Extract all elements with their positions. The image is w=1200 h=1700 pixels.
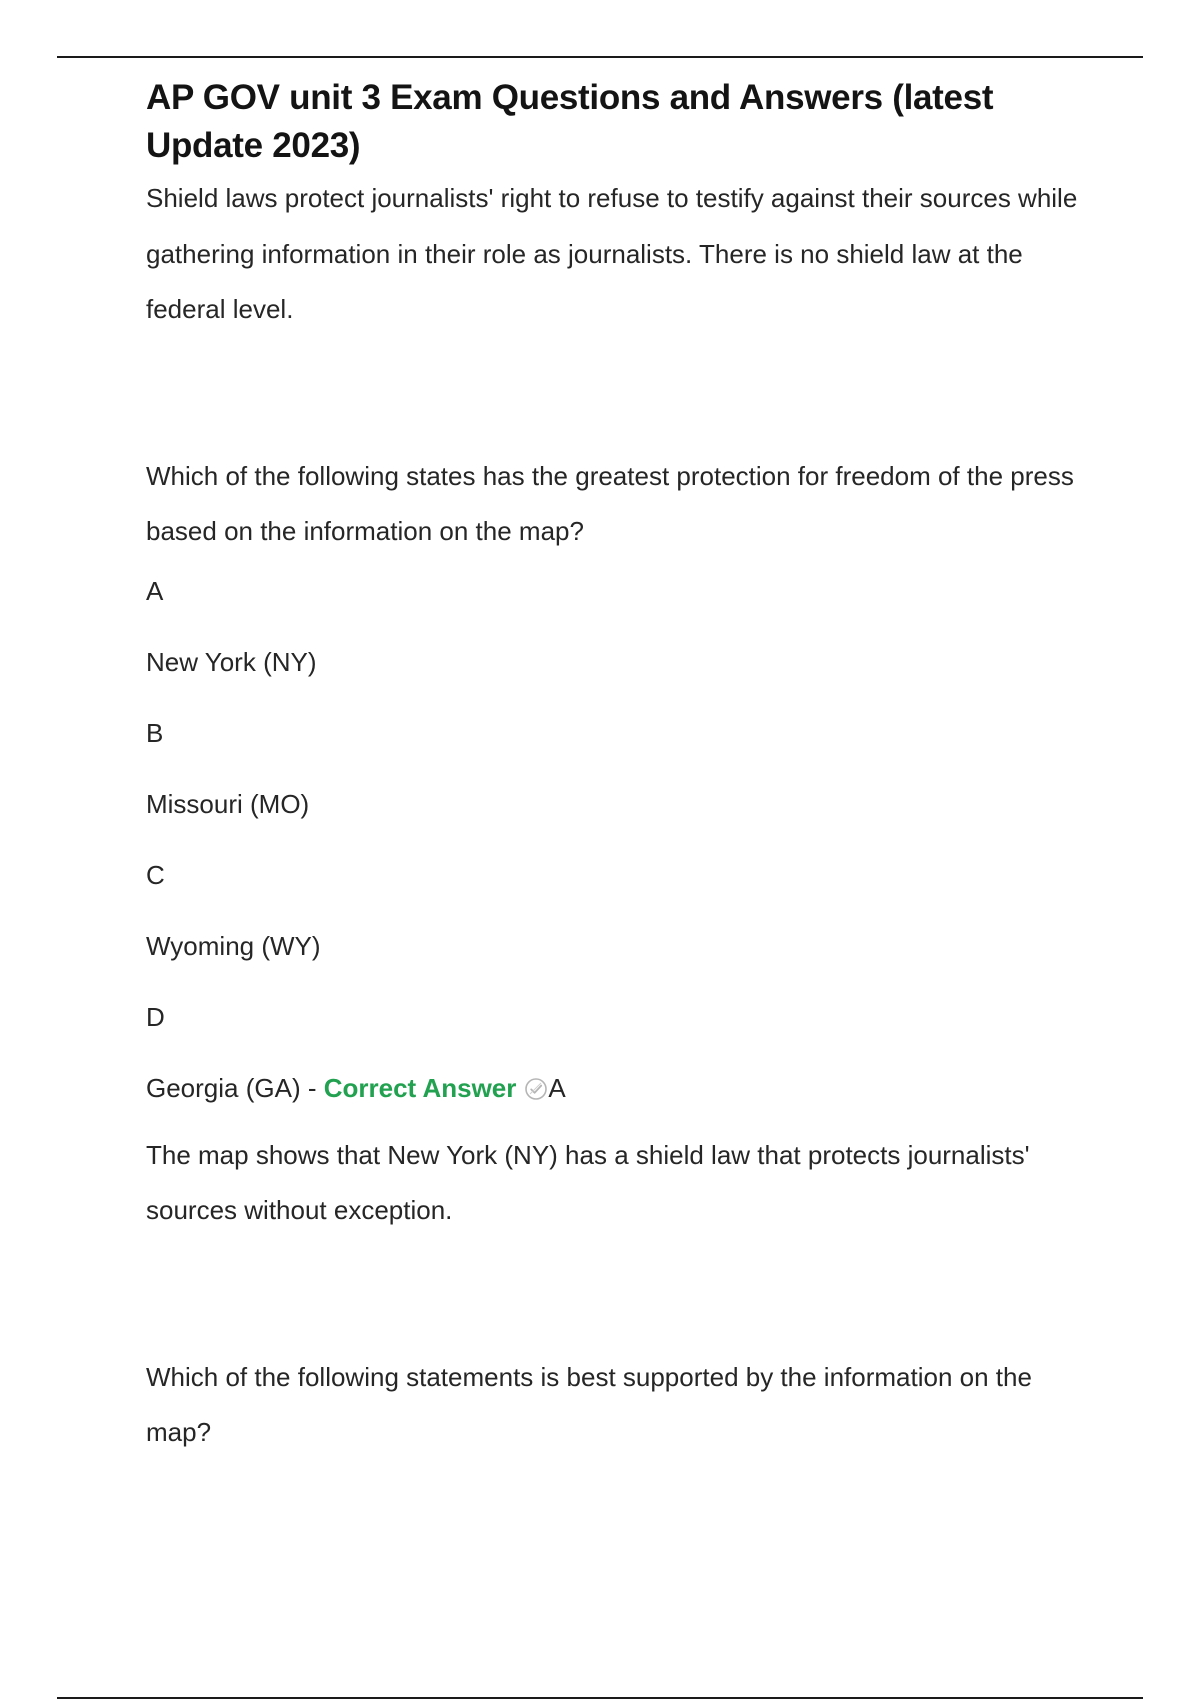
option-d-answer-line [146, 1072, 1096, 1104]
option-b-text: Missouri (MO) [146, 788, 310, 819]
top-rule [57, 56, 1143, 58]
option-a-letter: A [146, 575, 164, 606]
question-2-text: Which of the following statements is best supported by the information on the map? [146, 1361, 1032, 1447]
page-content [146, 74, 1096, 1461]
option-c-text: Wyoming (WY) [146, 930, 321, 961]
option-d-text: Georgia (GA) [146, 1072, 301, 1103]
page-title: AP GOV unit 3 Exam Questions and Answers (latest Update 2023) [146, 78, 994, 165]
option-a-text: New York (NY) [146, 646, 317, 677]
intro-paragraph: Shield laws protect journalists' right to refuse to testify against their sources while gathering information in their role as journalists. There is no shield law at the federal level. [146, 183, 1078, 324]
check-circle-icon [524, 1077, 548, 1101]
bottom-rule [57, 1697, 1143, 1699]
answer-separator: - [300, 1072, 324, 1103]
answer-explanation: The map shows that New York (NY) has a shield law that protects journalists' sources without exception. [146, 1139, 1030, 1225]
option-c-letter: C [146, 859, 165, 890]
correct-answer-label: Correct Answer [323, 1072, 517, 1103]
option-b-letter: B [146, 717, 164, 748]
question-1-text: Which of the following states has the greatest protection for freedom of the press based on the information on the map? [146, 460, 1074, 546]
correct-answer-value: A [548, 1072, 566, 1103]
option-d-letter: D [146, 1001, 165, 1032]
